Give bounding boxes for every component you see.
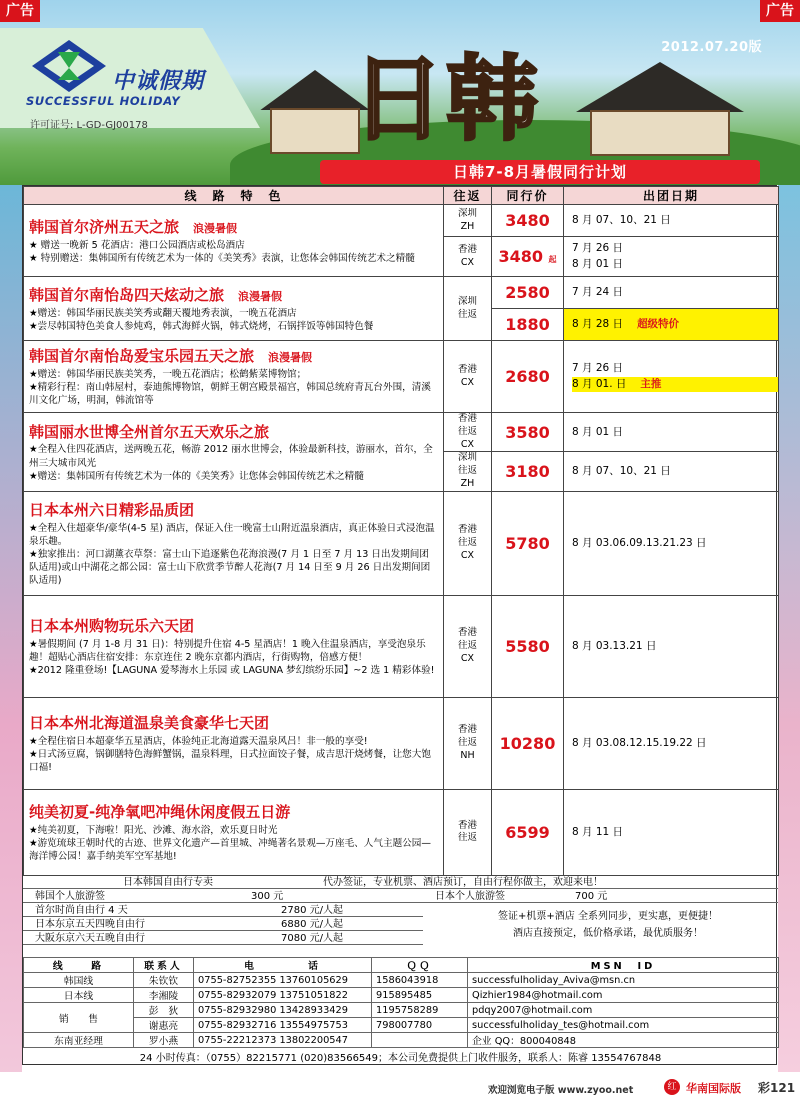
hanok-wall-illustration: [270, 108, 360, 154]
departure-city-line: 往返: [457, 425, 477, 437]
contact-route: 销 售: [24, 1003, 134, 1033]
price-value: 1880: [505, 315, 550, 334]
contacts-header-row: [24, 958, 779, 973]
departure-date: 8 月 07、10、21 日: [572, 465, 671, 478]
departure-date-line: [572, 241, 778, 256]
contacts-header-phone: 电 话: [194, 958, 372, 973]
departure-date: 8 月 03.06.09.13.21.23 日: [572, 536, 707, 549]
departure-city: [444, 697, 492, 789]
route-feature-line: ★2012 隆重登场!【LAGUNA 爱琴海水上乐园 或 LAGUNA 梦幻缤纷乐园】~2 选 1 精彩体验!: [29, 665, 435, 677]
departure-date-line: [572, 639, 778, 654]
route-description: [24, 491, 444, 595]
package-price: 2780 元/人起: [281, 905, 343, 916]
departure-city-line: 深圳: [457, 207, 477, 219]
table-row: [24, 789, 779, 875]
contact-qq: [372, 1033, 468, 1048]
peer-price: [492, 413, 564, 452]
contact-msn: pdqy2007@hotmail.com: [468, 1003, 779, 1018]
peer-price: [492, 277, 564, 309]
package-label: 大阪东京六天五晚自由行: [35, 933, 145, 944]
route-title: [29, 284, 438, 307]
contact-qq: 1586043918: [372, 973, 468, 988]
table-row: [24, 595, 779, 697]
contact-msn: Qizhier1984@hotmail.com: [468, 988, 779, 1003]
free-travel-title: 日本韩国自由行专卖: [123, 877, 213, 888]
departure-date-line: [572, 213, 778, 228]
departure-date-line: [572, 257, 778, 272]
departure-city-line: 香港: [457, 363, 477, 375]
contact-msn: successfulholiday_Aviva@msn.cn: [468, 973, 779, 988]
page-title: 日韩: [352, 45, 541, 153]
departure-date: 7 月 26 日: [572, 362, 624, 375]
route-feature-line: ★日式汤豆腐，锅御膳特色海鲜蟹锅，温泉料理，日式拉面饺子餐，成吉思汗烧烤餐，让您大饱口福!: [29, 749, 431, 774]
route-feature-line: ★纯美初夏，下海啦！阳光、沙滩、海水浴，欢乐夏日时光: [29, 824, 278, 836]
table-row: [24, 413, 779, 452]
peer-price: [492, 697, 564, 789]
contacts-table: [23, 957, 779, 1048]
departure-date: 8 月 07、10、21 日: [572, 213, 671, 226]
route-feature-line: ★ 特别赠送：集韩国所有传统艺术为一体的《美笑秀》表演，让您体会韩国传统艺术之精髓: [29, 252, 415, 264]
departure-city-line: 香港: [457, 243, 477, 255]
contact-row: [24, 1018, 779, 1033]
table-row: [24, 697, 779, 789]
korea-visa-label: 韩国个人旅游签: [35, 891, 105, 902]
promo-line: 酒店直接预定，低价格承诺，最优质服务！: [513, 928, 703, 939]
main-content: [22, 185, 777, 1065]
departure-date: 8 月 28 日: [572, 317, 624, 330]
table-header-row: [24, 187, 779, 205]
departure-city-line: 香港: [457, 819, 477, 831]
table-row: [24, 277, 779, 309]
side-decoration-right: [778, 185, 800, 1085]
peer-price: [492, 237, 564, 277]
price-value: 2580: [505, 283, 550, 302]
route-feature-line: ★精彩行程：南山韩屋村，泰迪熊博物馆，朝鲜王朝宫殿景福宫，韩国总统府青瓦台外围，清溪川文化广场，明洞，韩流馆等: [29, 382, 431, 407]
price-value: 10280: [499, 733, 556, 753]
departure-city-line: 往返: [457, 736, 477, 748]
departure-dates: [564, 491, 779, 595]
route-feature-line: ★全程入住四花酒店，送两晚五花，畅游 2012 丽水世博会，体验最新科技，游丽水，首尔，全州三大城市风光: [29, 444, 433, 469]
route-description: [24, 595, 444, 697]
departure-date: 8 月 03.08.12.15.19.22 日: [572, 736, 707, 749]
package-price: 6880 元/人起: [281, 919, 343, 930]
departure-date: 8 月 03.13.21 日: [572, 639, 657, 652]
contact-qq: 915895485: [372, 988, 468, 1003]
side-decoration-left: [0, 185, 22, 1085]
departure-city: [444, 237, 492, 277]
route-title-text: 韩国丽水世博全州首尔五天欢乐之旅: [29, 422, 270, 441]
peer-price: [492, 789, 564, 875]
contact-qq: 798007780: [372, 1018, 468, 1033]
peer-price: [492, 595, 564, 697]
routes-table: [23, 186, 779, 876]
departure-city-line: CX: [460, 549, 475, 561]
departure-city-line: CX: [460, 256, 475, 268]
route-title-text: 韩国首尔南怡岛四天炫动之旅: [29, 286, 225, 305]
departure-date: 7 月 24 日: [572, 285, 624, 298]
departure-dates: [564, 205, 779, 237]
departure-date-line: [572, 377, 778, 392]
contact-row: [24, 988, 779, 1003]
route-feature-line: ★独家推出：河口湖薰衣草祭：富士山下追逐紫色花海浪漫(7 月 1 日至 7 月 13 日出发期间团队适用)或山中湖花之都公园：富士山下欣赏季节醉人花海(7 月 14 日至 9 月 26 日出发期间团队适用): [29, 549, 431, 587]
route-feature-line: ★赠送：韩国华丽民族美笑秀，一晚五花酒店；松鹤紫菜博物馆；: [29, 368, 307, 380]
departure-city-line: ZH: [460, 478, 475, 490]
peer-price: [492, 341, 564, 413]
contact-name: 罗小燕: [134, 1033, 194, 1048]
page-number: 彩121: [758, 1081, 796, 1095]
package-row: [23, 932, 423, 945]
route-title-text: 韩国首尔南怡岛爱宝乐园五天之旅: [29, 347, 255, 366]
departure-date-line: [572, 425, 778, 440]
departure-city-line: 往返: [457, 639, 477, 651]
logo-chinese-name: 中诚假期: [112, 69, 205, 94]
contact-phone: 0755-82932079 13751051822: [194, 988, 372, 1003]
route-title: [29, 712, 438, 735]
japan-visa-label: 日本个人旅游签: [435, 891, 505, 902]
visa-row: [23, 890, 778, 903]
price-value: 3480: [498, 247, 543, 266]
departure-dates: [564, 697, 779, 789]
route-title: [29, 801, 438, 824]
departure-date-line: [572, 736, 778, 751]
table-row: [24, 491, 779, 595]
departure-date: 8 月 01 日: [572, 257, 624, 270]
departure-city-line: ZH: [460, 220, 475, 232]
route-feature-line: ★全程入住超豪华/豪华(4-5 星) 酒店，保证入住一晚富士山附近温泉酒店，真正体验日式浸泡温泉乐趣。: [29, 522, 435, 547]
peer-price: [492, 491, 564, 595]
route-feature-line: ★尝尽韩国特色美食人参炖鸡，韩式海鲜火锅，韩式烧烤，石锅拌饭等韩国特色餐: [29, 320, 374, 332]
departure-dates: [564, 789, 779, 875]
fax-line: 24 小时传真：（0755）82215771 (020)83566549；本公司免费提供上门收件服务，联系人：陈睿 13554767848: [139, 1053, 662, 1064]
contact-phone: 0755-82752355 13760105629: [194, 973, 372, 988]
contacts-header-route: 线 路: [24, 958, 134, 973]
promo-highlight: 主推: [640, 377, 662, 390]
ad-label-right: 广告: [760, 0, 800, 22]
column-header-route: 线 路 特 色: [24, 187, 444, 205]
route-description: [24, 697, 444, 789]
footer-badge-icon: 红: [664, 1079, 680, 1095]
departure-dates: [564, 413, 779, 452]
logo-english-name: SUCCESSFUL HOLIDAY: [26, 94, 181, 108]
contact-msn: 企业 QQ：800040848: [468, 1033, 779, 1048]
route-tag: 浪漫暑假: [268, 351, 313, 365]
contact-row: [24, 1033, 779, 1048]
departure-date: 8 月 01. 日: [572, 377, 627, 390]
route-title: [29, 216, 438, 239]
column-header-dates: 出团日期: [564, 187, 779, 205]
contact-route: 东南亚经理: [24, 1033, 134, 1048]
contact-name: 李湘陵: [134, 988, 194, 1003]
contacts-body: [24, 958, 779, 1048]
logo-mark-icon: [28, 38, 110, 94]
price-value: 6599: [505, 822, 550, 842]
departure-date-line: [572, 536, 778, 551]
footer-browse-text: 欢迎浏览电子版 www.zyoo.net: [488, 1085, 634, 1096]
contact-phone: 0755-22212373 13802200547: [194, 1033, 372, 1048]
contact-name: 朱钦钦: [134, 973, 194, 988]
route-description: [24, 413, 444, 492]
route-description: [24, 277, 444, 341]
plan-banner: 日韩7-8月暑假同行计划: [320, 160, 760, 184]
departure-city-line: 往返: [457, 308, 477, 320]
departure-date-line: [572, 285, 778, 300]
price-suffix: 起: [548, 255, 557, 264]
departure-date: 8 月 01 日: [572, 425, 624, 438]
package-row: [23, 918, 423, 931]
free-travel-title-row: [23, 876, 778, 889]
header-banner: [0, 0, 800, 185]
departure-city: [444, 413, 492, 452]
free-travel-promo: [443, 908, 773, 942]
promo-highlight: 超级特价: [637, 317, 680, 330]
routes-body: [24, 205, 779, 876]
price-value: 3180: [505, 462, 550, 482]
route-title-text: 日本本州购物玩乐六天团: [29, 617, 195, 636]
free-travel-section: [23, 876, 778, 948]
departure-date-line: [572, 361, 778, 376]
route-title: [29, 421, 438, 444]
departure-date: 8 月 11 日: [572, 825, 624, 838]
route-tag: 浪漫暑假: [193, 222, 238, 236]
route-feature-line: ★全程住宿日本超豪华五星酒店，体验纯正北海道露天温泉风吕！非一般的享受!: [29, 735, 368, 747]
departure-city-line: 香港: [457, 627, 477, 639]
departure-dates: [564, 341, 779, 413]
route-title: [29, 499, 438, 522]
contact-qq: 1195758289: [372, 1003, 468, 1018]
departure-city-line: 香港: [457, 524, 477, 536]
departure-city-line: 往返: [457, 465, 477, 477]
japan-visa-price: 700 元: [575, 891, 608, 902]
departure-city: [444, 789, 492, 875]
price-value: 3580: [505, 422, 550, 442]
departure-city: [444, 452, 492, 491]
route-description: [24, 205, 444, 277]
departure-city: [444, 341, 492, 413]
departure-city-line: 往返: [457, 832, 477, 844]
contact-row: [24, 973, 779, 988]
contact-name: 彭 狄: [134, 1003, 194, 1018]
table-row: [24, 341, 779, 413]
departure-date-line: [572, 825, 778, 840]
contact-phone: 0755-82932980 13428933429: [194, 1003, 372, 1018]
price-value: 3480: [505, 211, 550, 230]
route-feature-line: ★暑假期间 (7 月 1-8 月 31 日)：特别提升住宿 4-5 星酒店！1 晚入住温泉酒店，享受泡泉乐趣！超贴心酒店住宿安排：东京连住 2 晚东京都内酒店，行街购物，倍感方便！: [29, 638, 426, 663]
hanok-wall-illustration: [590, 110, 730, 156]
table-row: [24, 205, 779, 237]
contacts-header-qq: ＱＱ: [372, 958, 468, 973]
departure-city: [444, 595, 492, 697]
contact-route: 日本线: [24, 988, 134, 1003]
peer-price: [492, 205, 564, 237]
hanok-roof-illustration: [560, 62, 760, 112]
column-header-price: 同行价: [492, 187, 564, 205]
route-feature-line: ★游览琉球王朝时代的古迹、世界文化遗产—首里城、冲绳著名景观—万座毛、人气主题公园—海洋博公园！嘉手纳美军空军基地!: [29, 838, 431, 863]
peer-price: [492, 452, 564, 491]
departure-city: [444, 491, 492, 595]
package-label: 日本东京五天四晚自由行: [35, 919, 145, 930]
contacts-header-msn: MSN ID: [468, 958, 779, 973]
departure-city-line: CX: [460, 376, 475, 388]
departure-dates: [564, 595, 779, 697]
package-label: 首尔时尚自由行 4 天: [35, 905, 128, 916]
route-description: [24, 789, 444, 875]
departure-date: 7 月 26 日: [572, 242, 624, 255]
departure-city: [444, 205, 492, 237]
departure-city-line: 往返: [457, 536, 477, 548]
price-value: 2680: [505, 367, 550, 386]
promo-line: 签证+机票+酒店 全系列同步，更实惠，更便捷！: [498, 911, 718, 922]
contact-name: 谢惠亮: [134, 1018, 194, 1033]
license-number: 许可证号: L-GD-GJ00178: [30, 120, 148, 131]
price-value: 5580: [505, 636, 550, 656]
price-value: 5780: [505, 533, 550, 553]
route-tag: 浪漫暑假: [238, 290, 283, 304]
route-title-text: 日本本州六日精彩品质团: [29, 501, 195, 520]
edition-date: 2012.07.20版: [661, 40, 762, 55]
departure-dates: [564, 237, 779, 277]
departure-city-line: NH: [460, 749, 475, 761]
route-title-text: 韩国首尔济州五天之旅: [29, 218, 180, 237]
departure-date-line: [572, 464, 778, 479]
ad-label-left: 广告: [0, 0, 40, 22]
route-feature-line: ★赠送：集韩国所有传统艺术为一体的《美笑秀》让您体会韩国传统艺术之精髓: [29, 470, 364, 482]
departure-city-line: CX: [460, 438, 475, 450]
contact-route: 韩国线: [24, 973, 134, 988]
contact-row: [24, 1003, 779, 1018]
package-row: [23, 904, 423, 917]
contact-msn: successfulholiday_tes@hotmail.com: [468, 1018, 779, 1033]
peer-price: [492, 309, 564, 341]
contact-phone: 0755-82932716 13554975753: [194, 1018, 372, 1033]
departure-city-line: 深圳: [457, 295, 477, 307]
departure-city-line: 香港: [457, 413, 477, 424]
korea-visa-price: 300 元: [251, 891, 284, 902]
route-title: [29, 615, 438, 638]
departure-dates: [564, 309, 779, 341]
departure-city-line: 深圳: [457, 452, 477, 464]
route-description: [24, 341, 444, 413]
route-title-text: 纯美初夏-纯净氧吧冲绳休闲度假五日游: [29, 803, 291, 822]
contacts-header-name: 联系人: [134, 958, 194, 973]
departure-date-line: [572, 317, 778, 332]
route-feature-line: ★赠送：韩国华丽民族美笑秀或翻天覆地秀表演，一晚五花酒店: [29, 307, 297, 319]
route-title-text: 日本本州北海道温泉美食豪华七天团: [29, 714, 270, 733]
footer: [0, 1072, 800, 1100]
column-header-return: 往返: [444, 187, 492, 205]
departure-city-line: CX: [460, 652, 475, 664]
route-feature-line: ★ 赠送一晚新 5 花酒店：港口公园酒店或松岛酒店: [29, 239, 245, 251]
route-title: [29, 345, 438, 368]
package-price: 7080 元/人起: [281, 933, 343, 944]
departure-city: [444, 277, 492, 341]
departure-city-line: 香港: [457, 724, 477, 736]
departure-dates: [564, 452, 779, 491]
departure-dates: [564, 277, 779, 309]
footer-brand: 华南国际版: [686, 1082, 741, 1095]
free-travel-slogan: 代办签证，专业机票、酒店预订，自由行程你做主，欢迎来电！: [323, 877, 603, 888]
